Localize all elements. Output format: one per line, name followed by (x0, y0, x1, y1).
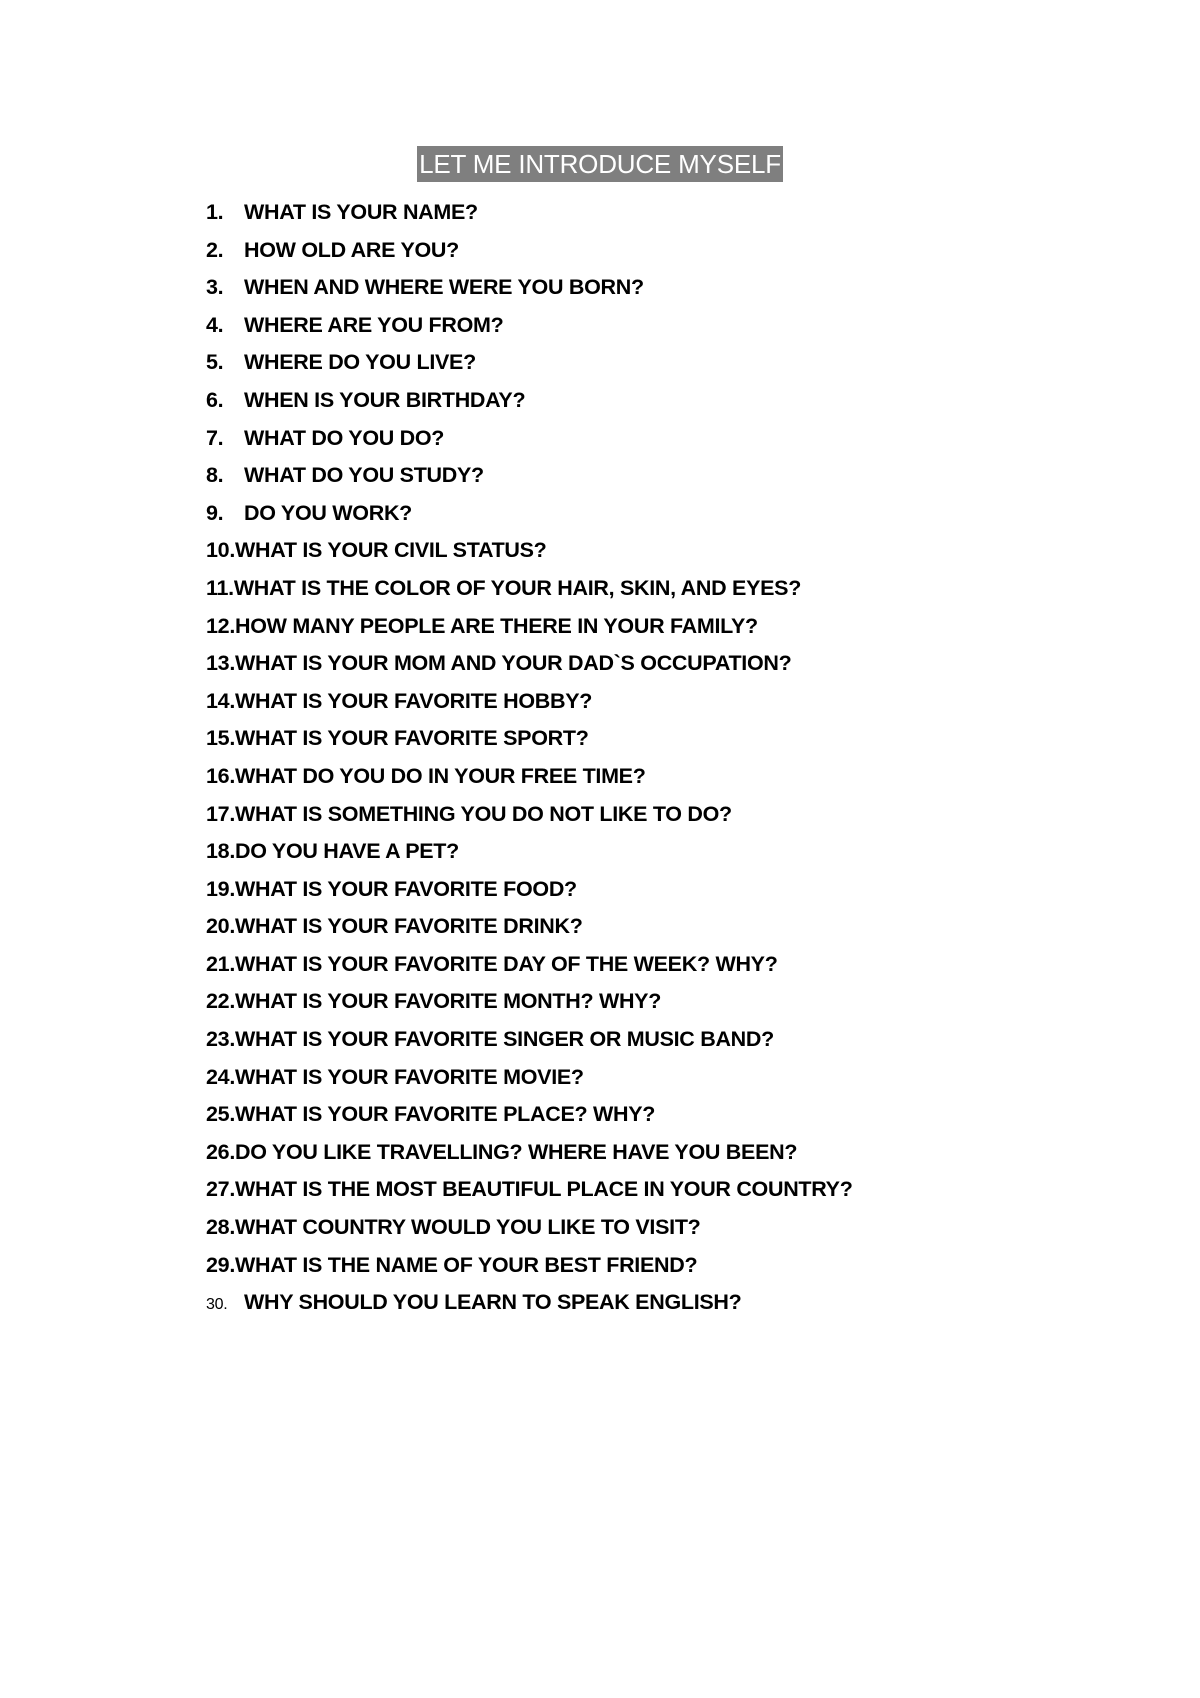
item-text: WHAT IS YOUR NAME? (244, 200, 478, 224)
item-number: 4. (206, 312, 224, 337)
item-text: WHAT COUNTRY WOULD YOU LIKE TO VISIT? (235, 1215, 701, 1240)
list-item (206, 989, 853, 1027)
item-text: WHERE ARE YOU FROM? (244, 312, 504, 337)
item-number: 5. (206, 350, 224, 375)
item-number: 27. (206, 1177, 235, 1202)
item-number: 8. (206, 463, 224, 488)
item-number: 23. (206, 1027, 235, 1052)
item-number: 21. (206, 951, 235, 976)
list-item (206, 952, 853, 990)
item-text: HOW OLD ARE YOU? (244, 237, 459, 262)
item-number: 30. (206, 1296, 228, 1314)
item-text: WHERE DO YOU LIVE? (244, 350, 476, 375)
item-text: WHEN IS YOUR BIRTHDAY? (244, 387, 526, 412)
list-item (206, 651, 853, 689)
item-text: WHAT DO YOU STUDY? (244, 463, 484, 488)
list-item (206, 877, 853, 915)
item-text: WHAT IS YOUR FAVORITE MOVIE? (235, 1064, 584, 1089)
item-number: 25. (206, 1102, 235, 1127)
item-text: WHAT IS YOUR FAVORITE HOBBY? (235, 688, 593, 713)
list-item (206, 463, 853, 501)
item-number: 15. (206, 726, 235, 751)
list-item (206, 426, 853, 464)
item-text: WHAT IS SOMETHING YOU DO NOT LIKE TO DO? (235, 801, 732, 826)
item-number: 17. (206, 801, 235, 826)
list-item (206, 1140, 853, 1178)
item-number: 20. (206, 914, 235, 939)
item-text: WHAT IS YOUR FAVORITE FOOD? (235, 876, 577, 901)
list-item (206, 538, 853, 576)
list-item (206, 1027, 853, 1065)
title-container (0, 146, 1200, 182)
list-item (206, 1065, 853, 1103)
item-text: WHAT IS YOUR FAVORITE SPORT? (235, 726, 589, 751)
item-number: 18. (206, 839, 235, 864)
item-number: 28. (206, 1215, 235, 1240)
item-number: 24. (206, 1064, 235, 1089)
list-item (206, 614, 853, 652)
page-title: LET ME INTRODUCE MYSELF (417, 146, 783, 182)
item-number: 10. (206, 538, 235, 563)
item-number: 16. (206, 763, 235, 788)
item-number: 7. (206, 425, 224, 450)
item-text: DO YOU HAVE A PET? (235, 839, 459, 864)
list-item (206, 1253, 853, 1291)
list-item (206, 1290, 853, 1328)
list-item (206, 802, 853, 840)
list-item (206, 1102, 853, 1140)
item-text: WHAT IS THE COLOR OF YOUR HAIR, SKIN, AND EYES? (233, 575, 802, 600)
list-item (206, 350, 853, 388)
item-number: 14. (206, 688, 235, 713)
list-item (206, 238, 853, 276)
item-number: 1. (206, 200, 224, 224)
item-text: WHAT IS YOUR MOM AND YOUR DAD`S OCCUPATION? (235, 651, 792, 676)
item-text: WHAT IS YOUR FAVORITE DAY OF THE WEEK? WHY? (235, 951, 778, 976)
list-item (206, 764, 853, 802)
list-item (206, 313, 853, 351)
item-number: 11. (206, 575, 234, 600)
item-number: 29. (206, 1252, 235, 1277)
item-text: DO YOU WORK? (244, 500, 413, 525)
list-item (206, 689, 853, 727)
item-number: 3. (206, 275, 224, 300)
list-item (206, 501, 853, 539)
item-text: WHEN AND WHERE WERE YOU BORN? (244, 275, 644, 300)
item-number: 2. (206, 237, 224, 262)
item-text: WHAT IS THE MOST BEAUTIFUL PLACE IN YOUR COUNTRY? (235, 1177, 853, 1202)
list-item (206, 200, 853, 238)
item-text: DO YOU LIKE TRAVELLING? WHERE HAVE YOU BEEN? (235, 1139, 798, 1164)
item-text: WHAT IS YOUR FAVORITE PLACE? WHY? (235, 1102, 656, 1127)
item-text: WHY SHOULD YOU LEARN TO SPEAK ENGLISH? (244, 1290, 742, 1315)
list-item (206, 275, 853, 313)
item-number: 26. (206, 1139, 235, 1164)
item-text: HOW MANY PEOPLE ARE THERE IN YOUR FAMILY? (235, 613, 758, 638)
list-item (206, 1215, 853, 1253)
list-item (206, 914, 853, 952)
item-text: WHAT DO YOU DO IN YOUR FREE TIME? (235, 763, 646, 788)
item-number: 13. (206, 651, 235, 676)
item-number: 19. (206, 876, 235, 901)
list-item (206, 576, 853, 614)
item-text: WHAT IS YOUR FAVORITE DRINK? (235, 914, 583, 939)
item-text: WHAT IS YOUR FAVORITE MONTH? WHY? (235, 989, 662, 1014)
item-text: WHAT DO YOU DO? (244, 425, 445, 450)
list-item (206, 388, 853, 426)
question-list (206, 200, 853, 1328)
item-number: 22. (206, 989, 235, 1014)
list-item (206, 1177, 853, 1215)
list-item (206, 726, 853, 764)
item-number: 9. (206, 500, 224, 525)
item-text: WHAT IS THE NAME OF YOUR BEST FRIEND? (235, 1252, 698, 1277)
item-text: WHAT IS YOUR CIVIL STATUS? (235, 538, 547, 563)
item-number: 12. (206, 613, 235, 638)
list-item (206, 839, 853, 877)
item-text: WHAT IS YOUR FAVORITE SINGER OR MUSIC BAND? (235, 1027, 774, 1052)
item-number: 6. (206, 387, 224, 412)
